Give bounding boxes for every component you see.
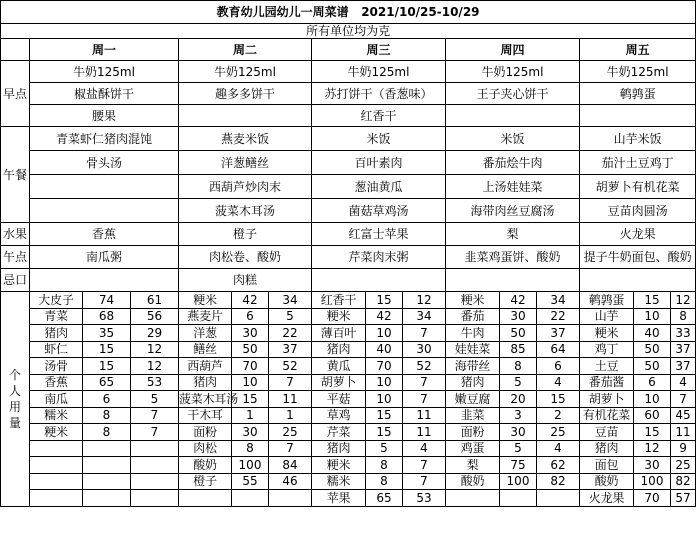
ingredient-raw-amount: 6	[83, 391, 131, 408]
breakfast-item: 牛奶125ml	[580, 61, 696, 83]
breakfast-item: 牛奶125ml	[179, 61, 312, 83]
table-row	[1, 292, 696, 309]
ingredient-name: 酸奶	[580, 473, 634, 490]
ingredient-raw-amount: 10	[366, 391, 403, 408]
ingredient-raw-amount: 6	[232, 308, 269, 325]
breakfast-item: 牛奶125ml	[446, 61, 580, 83]
breakfast-item: 苏打饼干（香葱味）	[312, 83, 446, 105]
ingredient-name: 糯米	[312, 473, 366, 490]
ingredient-raw-amount: 100	[500, 473, 537, 490]
ingredient-raw-amount: 68	[83, 308, 131, 325]
ingredient-net-amount: 2	[537, 407, 580, 424]
ingredient-raw-amount: 15	[366, 424, 403, 441]
ingredient-net-amount: 11	[671, 424, 696, 441]
ingredient-net-amount: 7	[671, 391, 696, 408]
snack-item: 南瓜粥	[30, 246, 179, 269]
table-row	[1, 1, 696, 24]
ingredient-net-amount: 5	[131, 391, 179, 408]
snack-item: 芹菜肉末粥	[312, 246, 446, 269]
table-row	[1, 341, 696, 358]
table-row	[1, 151, 696, 175]
ingredient-raw-amount	[83, 473, 131, 490]
ingredient-name: 粳米	[30, 424, 83, 441]
ingredient-net-amount	[131, 490, 179, 507]
ingredient-net-amount: 52	[269, 358, 312, 375]
ingredient-name: 胡萝卜	[312, 374, 366, 391]
ingredient-net-amount: 45	[671, 407, 696, 424]
ingredient-raw-amount: 55	[232, 473, 269, 490]
ingredient-name: 猪肉	[446, 374, 500, 391]
table-row	[1, 39, 696, 61]
ingredient-net-amount: 7	[403, 374, 446, 391]
avoid-item	[446, 269, 580, 292]
ingredient-net-amount	[131, 457, 179, 474]
ingredient-name: 肉松	[179, 440, 232, 457]
lunch-item: 葱油黄瓜	[312, 175, 446, 199]
ingredient-name: 豆苗	[580, 424, 634, 441]
avoid-item	[580, 269, 696, 292]
fruit-item: 橙子	[179, 223, 312, 246]
ingredient-net-amount: 6	[537, 358, 580, 375]
breakfast-item: 椒盐酥饼干	[30, 83, 179, 105]
breakfast-item: 王子夹心饼干	[446, 83, 580, 105]
table-row	[1, 223, 696, 246]
table-row	[1, 83, 696, 105]
ingredient-name: 汤骨	[30, 358, 83, 375]
breakfast-item: 牛奶125ml	[30, 61, 179, 83]
ingredient-raw-amount: 74	[83, 292, 131, 309]
ingredient-name: 酸奶	[179, 457, 232, 474]
ingredient-raw-amount: 10	[366, 325, 403, 342]
unit-note: 所有单位均为克	[1, 24, 696, 39]
table-row	[1, 24, 696, 39]
ingredient-name: 苹果	[312, 490, 366, 507]
ingredient-raw-amount: 10	[232, 374, 269, 391]
ingredient-name: 土豆	[580, 358, 634, 375]
lunch-item	[30, 199, 179, 223]
ingredient-raw-amount: 42	[232, 292, 269, 309]
ingredient-net-amount: 7	[403, 391, 446, 408]
ingredient-net-amount: 7	[131, 407, 179, 424]
ingredient-net-amount: 82	[537, 473, 580, 490]
table-row	[1, 127, 696, 151]
ingredient-net-amount: 34	[537, 292, 580, 309]
breakfast-item: 鹌鹑蛋	[580, 83, 696, 105]
meal-label-fruit: 水果	[1, 223, 30, 246]
lunch-item: 菠菜木耳汤	[179, 199, 312, 223]
lunch-item	[30, 175, 179, 199]
ingredient-raw-amount: 12	[634, 440, 671, 457]
ingredient-raw-amount: 40	[366, 341, 403, 358]
ingredient-name: 粳米	[580, 325, 634, 342]
ingredient-net-amount: 30	[403, 341, 446, 358]
ingredient-net-amount: 7	[403, 325, 446, 342]
ingredient-net-amount: 37	[269, 341, 312, 358]
lunch-item: 百叶素肉	[312, 151, 446, 175]
title-text: 教育幼儿园幼儿一周菜谱	[216, 5, 349, 19]
ingredient-raw-amount: 8	[83, 407, 131, 424]
ingredient-net-amount: 12	[403, 292, 446, 309]
ingredient-name: 面粉	[179, 424, 232, 441]
ingredient-name	[30, 440, 83, 457]
ingredient-raw-amount: 100	[232, 457, 269, 474]
ingredient-raw-amount: 15	[83, 341, 131, 358]
table-row	[1, 246, 696, 269]
ingredient-net-amount: 57	[671, 490, 696, 507]
ingredient-name: 猪肉	[580, 440, 634, 457]
ingredient-name: 干木耳	[179, 407, 232, 424]
ingredient-name: 大皮子	[30, 292, 83, 309]
ingredient-net-amount: 15	[537, 391, 580, 408]
ingredient-net-amount: 12	[671, 292, 696, 309]
avoid-item: 肉糕	[179, 269, 312, 292]
fruit-item: 梨	[446, 223, 580, 246]
ingredient-raw-amount: 42	[500, 292, 537, 309]
ingredient-raw-amount: 8	[83, 424, 131, 441]
table-row	[1, 61, 696, 83]
ingredient-name: 粳米	[179, 292, 232, 309]
ingredient-name	[30, 457, 83, 474]
ingredient-net-amount: 52	[403, 358, 446, 375]
ingredient-net-amount: 11	[403, 407, 446, 424]
ingredient-name: 青菜	[30, 308, 83, 325]
ingredient-name: 韭菜	[446, 407, 500, 424]
snack-item: 肉松卷、酸奶	[179, 246, 312, 269]
ingredient-name: 鸡蛋	[446, 440, 500, 457]
breakfast-item: 腰果	[30, 105, 179, 127]
ingredient-name: 有机花菜	[580, 407, 634, 424]
lunch-item: 番茄烩牛肉	[446, 151, 580, 175]
personal-amount-label	[1, 292, 30, 507]
ingredient-net-amount: 11	[269, 391, 312, 408]
snack-item: 提子牛奶面包、酸奶	[580, 246, 696, 269]
ingredient-raw-amount	[83, 457, 131, 474]
ingredient-net-amount: 4	[403, 440, 446, 457]
ingredient-name: 南瓜	[30, 391, 83, 408]
ingredient-name: 面包	[580, 457, 634, 474]
table-row	[1, 374, 696, 391]
ingredient-raw-amount: 10	[634, 308, 671, 325]
fruit-item: 香蕉	[30, 223, 179, 246]
ingredient-net-amount: 53	[403, 490, 446, 507]
ingredient-name: 鳝丝	[179, 341, 232, 358]
ingredient-net-amount: 1	[269, 407, 312, 424]
ingredient-name: 粳米	[312, 308, 366, 325]
ingredient-name: 燕麦片	[179, 308, 232, 325]
ingredient-net-amount: 34	[269, 292, 312, 309]
ingredient-raw-amount: 30	[232, 325, 269, 342]
ingredient-name	[179, 490, 232, 507]
ingredient-raw-amount: 65	[83, 374, 131, 391]
ingredient-net-amount: 11	[403, 424, 446, 441]
ingredient-name: 粳米	[446, 292, 500, 309]
day-header-3: 周四	[446, 39, 580, 61]
ingredient-net-amount	[131, 473, 179, 490]
ingredient-raw-amount: 85	[500, 341, 537, 358]
ingredient-net-amount: 33	[671, 325, 696, 342]
ingredient-name: 薄百叶	[312, 325, 366, 342]
breakfast-item	[580, 105, 696, 127]
ingredient-raw-amount: 70	[634, 490, 671, 507]
ingredient-raw-amount: 35	[83, 325, 131, 342]
ingredient-raw-amount: 42	[366, 308, 403, 325]
breakfast-item: 红香干	[312, 105, 446, 127]
breakfast-item: 牛奶125ml	[312, 61, 446, 83]
ingredient-raw-amount: 15	[634, 292, 671, 309]
ingredient-name: 虾仁	[30, 341, 83, 358]
ingredient-name: 山芋	[580, 308, 634, 325]
ingredient-name: 酸奶	[446, 473, 500, 490]
ingredient-net-amount: 8	[671, 308, 696, 325]
ingredient-name: 猪肉	[30, 325, 83, 342]
table-row	[1, 199, 696, 223]
ingredient-raw-amount: 15	[634, 424, 671, 441]
ingredient-raw-amount: 10	[634, 391, 671, 408]
ingredient-raw-amount	[500, 490, 537, 507]
ingredient-name: 粳米	[312, 457, 366, 474]
ingredient-net-amount	[537, 490, 580, 507]
ingredient-raw-amount: 20	[500, 391, 537, 408]
table-row	[1, 440, 696, 457]
ingredient-raw-amount: 50	[634, 341, 671, 358]
ingredient-net-amount: 9	[671, 440, 696, 457]
ingredient-raw-amount: 5	[500, 440, 537, 457]
table-row	[1, 358, 696, 375]
fruit-item: 红富士苹果	[312, 223, 446, 246]
ingredient-net-amount	[131, 440, 179, 457]
ingredient-net-amount: 56	[131, 308, 179, 325]
ingredient-net-amount: 62	[537, 457, 580, 474]
ingredient-net-amount: 4	[537, 440, 580, 457]
ingredient-net-amount: 22	[269, 325, 312, 342]
ingredient-raw-amount: 70	[232, 358, 269, 375]
ingredient-name: 梨	[446, 457, 500, 474]
ingredient-raw-amount: 70	[366, 358, 403, 375]
lunch-item: 青菜虾仁猪肉混饨	[30, 127, 179, 151]
ingredient-name: 西葫芦	[179, 358, 232, 375]
table-row	[1, 391, 696, 408]
meal-label-lunch: 午餐	[1, 127, 30, 223]
ingredient-raw-amount: 65	[366, 490, 403, 507]
ingredient-net-amount: 12	[131, 341, 179, 358]
corner-cell	[1, 39, 30, 61]
table-row	[1, 175, 696, 199]
ingredient-name: 洋葱	[179, 325, 232, 342]
ingredient-net-amount: 84	[269, 457, 312, 474]
day-header-4: 周五	[580, 39, 696, 61]
ingredient-name	[30, 490, 83, 507]
ingredient-net-amount: 7	[269, 440, 312, 457]
table-row	[1, 269, 696, 292]
ingredient-raw-amount: 30	[634, 457, 671, 474]
ingredient-raw-amount: 8	[500, 358, 537, 375]
ingredient-net-amount: 7	[269, 374, 312, 391]
meal-label-snack: 午点	[1, 246, 30, 269]
ingredient-net-amount: 22	[537, 308, 580, 325]
table-row	[1, 457, 696, 474]
ingredient-name: 番茄酱	[580, 374, 634, 391]
ingredient-raw-amount: 75	[500, 457, 537, 474]
ingredient-raw-amount: 30	[232, 424, 269, 441]
ingredient-name: 胡萝卜	[580, 391, 634, 408]
ingredient-net-amount: 82	[671, 473, 696, 490]
breakfast-item	[179, 105, 312, 127]
ingredient-name: 红香干	[312, 292, 366, 309]
ingredient-net-amount: 34	[403, 308, 446, 325]
ingredient-raw-amount: 30	[500, 424, 537, 441]
meal-label-avoid: 忌口	[1, 269, 30, 292]
lunch-item: 燕麦米饭	[179, 127, 312, 151]
table-row	[1, 308, 696, 325]
ingredient-name: 菠菜木耳汤	[179, 391, 239, 406]
ingredient-net-amount	[269, 490, 312, 507]
day-header-2: 周三	[312, 39, 446, 61]
ingredient-name: 糯米	[30, 407, 83, 424]
breakfast-item: 趣多多饼干	[179, 83, 312, 105]
day-header-0: 周一	[30, 39, 179, 61]
lunch-item: 上汤娃娃菜	[446, 175, 580, 199]
ingredient-name: 牛肉	[446, 325, 500, 342]
ingredient-name: 平菇	[312, 391, 366, 408]
table-row	[1, 407, 696, 424]
ingredient-raw-amount: 40	[634, 325, 671, 342]
lunch-item: 西葫芦炒肉末	[179, 175, 312, 199]
ingredient-net-amount: 25	[537, 424, 580, 441]
ingredient-net-amount: 37	[671, 341, 696, 358]
date-range: 2021/10/25-10/29	[361, 5, 480, 19]
ingredient-raw-amount: 3	[500, 407, 537, 424]
ingredient-name: 黄瓜	[312, 358, 366, 375]
ingredient-raw-amount: 8	[232, 440, 269, 457]
meal-label-breakfast: 早点	[1, 61, 30, 127]
ingredient-net-amount: 4	[537, 374, 580, 391]
ingredient-name: 面粉	[446, 424, 500, 441]
ingredient-raw-amount: 8	[366, 473, 403, 490]
table-row	[1, 473, 696, 490]
ingredient-net-amount: 37	[537, 325, 580, 342]
avoid-item	[312, 269, 446, 292]
ingredient-raw-amount: 6	[634, 374, 671, 391]
ingredient-name: 火龙果	[580, 490, 634, 507]
ingredient-raw-amount	[232, 490, 269, 507]
ingredient-raw-amount: 5	[366, 440, 403, 457]
ingredient-name: 猪肉	[312, 341, 366, 358]
ingredient-raw-amount: 10	[366, 374, 403, 391]
ingredient-name: 猪肉	[312, 440, 366, 457]
ingredient-raw-amount: 1	[232, 407, 269, 424]
lunch-item: 茄汁土豆鸡丁	[580, 151, 696, 175]
ingredient-net-amount: 29	[131, 325, 179, 342]
ingredient-name	[446, 490, 500, 507]
ingredient-raw-amount: 100	[634, 473, 671, 490]
ingredient-name: 鸡丁	[580, 341, 634, 358]
ingredient-net-amount: 25	[269, 424, 312, 441]
ingredient-name: 鹌鹑蛋	[580, 292, 634, 309]
lunch-item: 米饭	[312, 127, 446, 151]
ingredient-raw-amount: 15	[232, 391, 269, 408]
fruit-item: 火龙果	[580, 223, 696, 246]
ingredient-raw-amount: 5	[500, 374, 537, 391]
ingredient-raw-amount: 60	[634, 407, 671, 424]
lunch-item: 米饭	[446, 127, 580, 151]
ingredient-net-amount: 7	[403, 457, 446, 474]
ingredient-name: 嫩豆腐	[446, 391, 500, 408]
ingredient-net-amount: 25	[671, 457, 696, 474]
ingredient-raw-amount: 50	[500, 325, 537, 342]
ingredient-raw-amount: 15	[366, 407, 403, 424]
ingredient-net-amount: 64	[537, 341, 580, 358]
ingredient-name: 草鸡	[312, 407, 366, 424]
lunch-item: 骨头汤	[30, 151, 179, 175]
ingredient-net-amount: 53	[131, 374, 179, 391]
ingredient-name	[30, 473, 83, 490]
table-row	[1, 424, 696, 441]
page-title	[1, 1, 696, 24]
table-row	[1, 490, 696, 507]
ingredient-name: 海带丝	[446, 358, 500, 375]
day-header-1: 周二	[179, 39, 312, 61]
personal-amount-text: 个人用量	[8, 367, 21, 430]
ingredient-net-amount: 12	[131, 358, 179, 375]
ingredient-net-amount: 4	[671, 374, 696, 391]
lunch-item: 豆苗肉圆汤	[580, 199, 696, 223]
ingredient-name: 娃娃菜	[446, 341, 500, 358]
ingredient-raw-amount: 50	[634, 358, 671, 375]
table-row	[1, 105, 696, 127]
avoid-item	[30, 269, 179, 292]
ingredient-raw-amount: 15	[366, 292, 403, 309]
lunch-item: 胡萝卜有机花菜	[580, 175, 696, 199]
ingredient-net-amount: 7	[131, 424, 179, 441]
ingredient-raw-amount: 15	[83, 358, 131, 375]
ingredient-raw-amount	[83, 490, 131, 507]
ingredient-net-amount: 61	[131, 292, 179, 309]
lunch-item: 菌菇草鸡汤	[312, 199, 446, 223]
lunch-item: 海带肉丝豆腐汤	[446, 199, 580, 223]
ingredient-raw-amount: 30	[500, 308, 537, 325]
ingredient-raw-amount: 8	[366, 457, 403, 474]
ingredient-raw-amount: 50	[232, 341, 269, 358]
table-row	[1, 325, 696, 342]
lunch-item: 洋葱鳝丝	[179, 151, 312, 175]
ingredient-raw-amount	[83, 440, 131, 457]
ingredient-net-amount: 7	[403, 473, 446, 490]
ingredient-net-amount: 37	[671, 358, 696, 375]
breakfast-item	[446, 105, 580, 127]
ingredient-net-amount: 5	[269, 308, 312, 325]
ingredient-name: 猪肉	[179, 374, 232, 391]
ingredient-name: 橙子	[179, 473, 232, 490]
snack-item: 韭菜鸡蛋饼、酸奶	[446, 246, 580, 269]
lunch-item: 山芋米饭	[580, 127, 696, 151]
ingredient-name: 番茄	[446, 308, 500, 325]
ingredient-name: 香蕉	[30, 374, 83, 391]
ingredient-name: 芹菜	[312, 424, 366, 441]
ingredient-net-amount: 46	[269, 473, 312, 490]
